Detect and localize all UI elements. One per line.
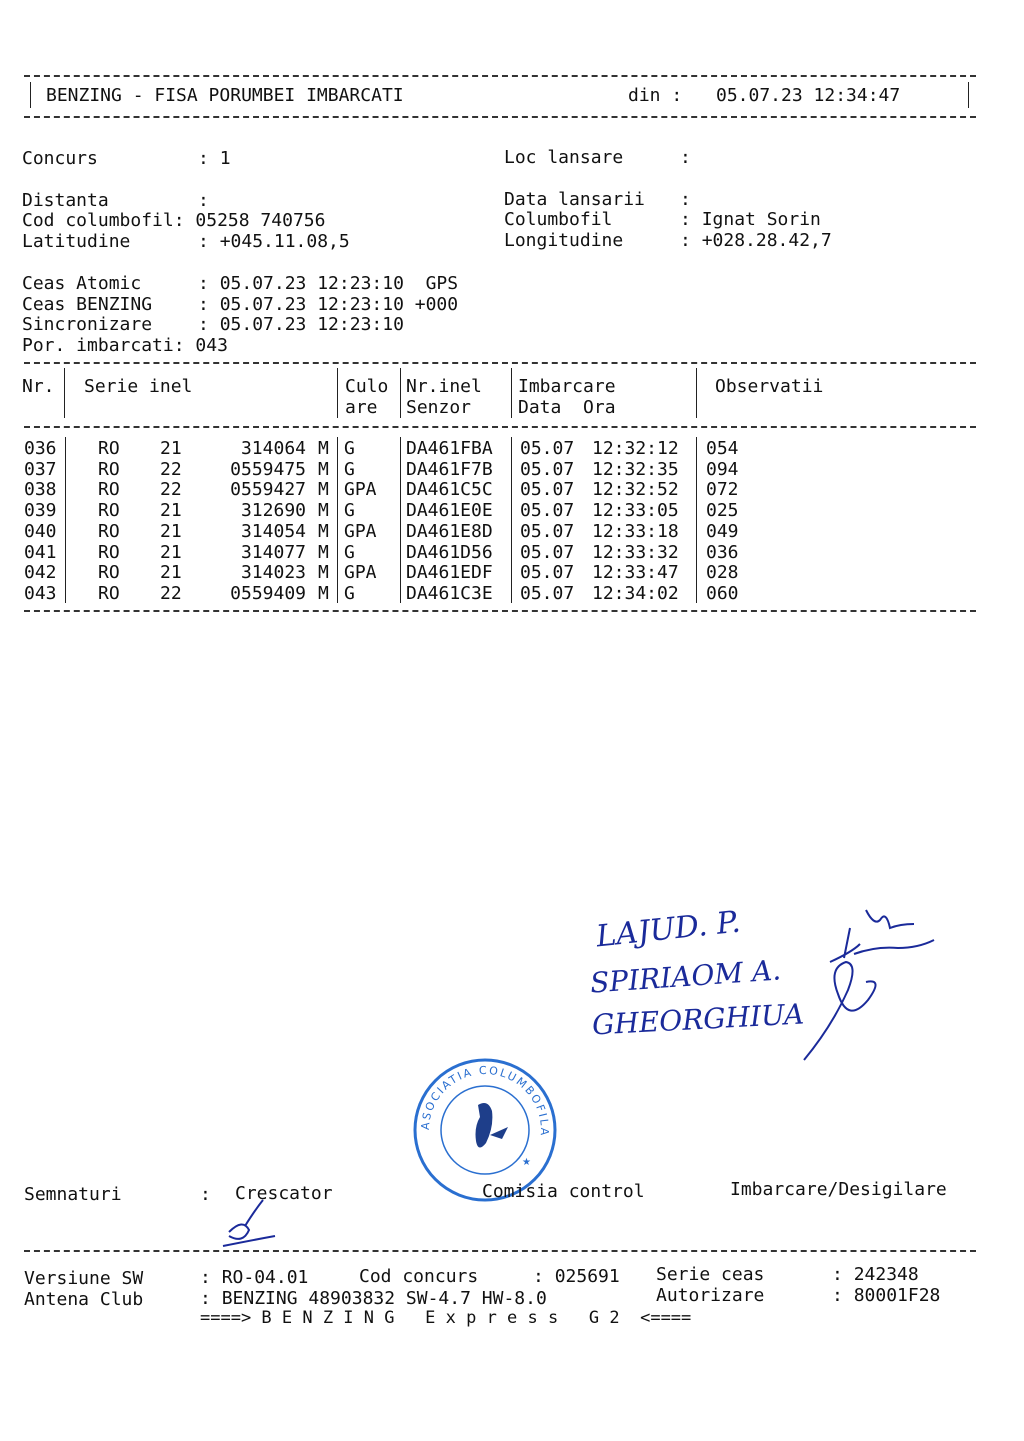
cell-nr: 041 [24, 541, 57, 563]
row-divider [511, 437, 512, 458]
cell-obs: 028 [706, 562, 739, 584]
cell-an: 22 [160, 458, 182, 480]
cell-tara: RO [98, 458, 120, 480]
autorizare-value: 80001F28 [853, 1285, 941, 1306]
header-observatii: Observatii [715, 376, 824, 397]
document-title: BENZING - FISA PORUMBEI IMBARCATI [46, 85, 404, 106]
row-divider [337, 499, 338, 520]
versiune-value: RO-04.01 [221, 1267, 309, 1288]
header-senzor: Senzor [406, 397, 472, 418]
cell-ora: 12:33:32 [592, 541, 679, 563]
cell-tara: RO [98, 541, 120, 563]
concurs-label: Concurs [22, 148, 98, 169]
stamp-ring-text: ASOCIATIA COLUMBOFILA [418, 1063, 552, 1138]
benzing-clock-value: 05.07.23 12:23:10 +000 [219, 294, 459, 315]
por-value: 043 [195, 335, 228, 356]
row-divider [511, 520, 512, 541]
cell-nr: 042 [24, 562, 57, 584]
cell-serie: 314054 [240, 520, 306, 542]
cell-tara: RO [98, 582, 120, 604]
cell-data: 05.07 [520, 500, 575, 522]
svg-text:★: ★ [522, 1157, 531, 1168]
cell-sex: M [318, 541, 329, 563]
row-divider [337, 561, 338, 582]
signature-imbarcare: Imbarcare/Desigilare [730, 1179, 947, 1200]
row-divider [65, 520, 66, 541]
cell-ora: 12:33:18 [592, 520, 679, 542]
row-divider [400, 561, 401, 582]
cell-senzor: DA461E8D [406, 520, 493, 542]
serie-ceas-value: 242348 [853, 1264, 919, 1285]
table-row [24, 542, 976, 563]
columbofil-value: Ignat Sorin [701, 209, 821, 230]
row-divider [337, 478, 338, 499]
row-divider [511, 541, 512, 562]
data-lansarii-label: Data lansarii [504, 189, 645, 210]
signature-crescator: Crescator [235, 1183, 333, 1204]
col-divider [511, 368, 512, 418]
row-divider [65, 582, 66, 603]
table-row [24, 479, 976, 500]
cell-serie: 0559409 [230, 582, 306, 604]
cell-tara: RO [98, 500, 120, 522]
cell-culoare: G [344, 458, 355, 480]
benzing-clock-label: Ceas BENZING [22, 294, 153, 315]
cell-ora: 12:33:47 [592, 562, 679, 584]
cell-nr: 038 [24, 479, 57, 501]
row-divider [337, 541, 338, 562]
header-left-bar [30, 82, 31, 108]
cell-tara: RO [98, 562, 120, 584]
cell-serie: 314077 [240, 541, 306, 563]
cell-senzor: DA461FBA [406, 438, 493, 459]
col-divider [64, 368, 65, 418]
cell-culoare: G [344, 582, 355, 604]
cell-serie: 312690 [240, 500, 306, 522]
row-divider [696, 458, 697, 479]
row-divider [337, 437, 338, 458]
row-divider [696, 478, 697, 499]
handwritten-name-3: GHEORGHIUA [591, 997, 805, 1042]
cell-tara: RO [98, 479, 120, 501]
cell-tara: RO [98, 520, 120, 542]
cell-an: 22 [160, 582, 182, 604]
header-data-ora: Data Ora [518, 397, 616, 418]
handwritten-name-2: SPIRIAOM A. [589, 953, 783, 1000]
cell-data: 05.07 [520, 582, 575, 604]
cell-sex: M [318, 520, 329, 542]
row-divider [65, 458, 66, 479]
cell-serie: 0559475 [230, 458, 306, 480]
cell-obs: 060 [706, 582, 739, 604]
cell-culoare: G [344, 438, 355, 459]
table-row [24, 521, 976, 542]
row-divider [65, 541, 66, 562]
header-nrinel: Nr.inel [406, 376, 482, 397]
table-row [24, 583, 976, 604]
row-divider [400, 478, 401, 499]
cell-data: 05.07 [520, 438, 575, 459]
row-divider [696, 561, 697, 582]
cell-serie: 314023 [240, 562, 306, 584]
concurs-value: 1 [219, 148, 231, 169]
cell-sex: M [318, 500, 329, 522]
distanta-label: Distanta [22, 190, 109, 211]
row-divider [696, 499, 697, 520]
row-divider [511, 478, 512, 499]
handwritten-signature-scribbles [800, 900, 950, 1070]
cell-nr: 039 [24, 500, 57, 522]
cell-tara: RO [98, 438, 120, 459]
row-divider [337, 582, 338, 603]
cell-sex: M [318, 582, 329, 604]
table-top-rule [24, 362, 976, 364]
cell-culoare: GPA [344, 520, 377, 542]
cell-culoare: GPA [344, 479, 377, 501]
cell-senzor: DA461F7B [406, 458, 493, 480]
cell-obs: 049 [706, 520, 739, 542]
cell-obs: 025 [706, 500, 739, 522]
row-divider [65, 478, 66, 499]
cell-an: 21 [160, 541, 182, 563]
crescator-handwritten-signature [215, 1196, 285, 1256]
cell-obs: 054 [706, 438, 739, 459]
cell-ora: 12:32:12 [592, 438, 679, 459]
cell-sex: M [318, 458, 329, 480]
cell-culoare: G [344, 541, 355, 563]
lat-value: +045.11.08,5 [219, 231, 350, 252]
row-divider [511, 561, 512, 582]
cell-data: 05.07 [520, 458, 575, 480]
row-divider [400, 541, 401, 562]
lat-label: Latitudine [22, 231, 131, 252]
columbofil-label: Columbofil [504, 209, 613, 230]
row-divider [400, 582, 401, 603]
serie-ceas-label: Serie ceas [656, 1264, 765, 1285]
cell-nr: 037 [24, 458, 57, 480]
versiune-label: Versiune SW [24, 1268, 144, 1289]
signatures-label: Semnaturi [24, 1184, 122, 1205]
row-divider [337, 458, 338, 479]
cell-senzor: DA461E0E [406, 500, 493, 522]
cell-ora: 12:33:05 [592, 500, 679, 522]
row-divider [696, 437, 697, 458]
cell-obs: 072 [706, 479, 739, 501]
autorizare-label: Autorizare [656, 1285, 765, 1306]
table-row [24, 459, 976, 480]
row-divider [511, 582, 512, 603]
cell-data: 05.07 [520, 479, 575, 501]
row-divider [337, 520, 338, 541]
cell-nr: 043 [24, 582, 57, 604]
cell-data: 05.07 [520, 562, 575, 584]
long-label: Longitudine [504, 230, 624, 251]
header-nr: Nr. [22, 376, 55, 397]
cell-an: 21 [160, 438, 182, 459]
cell-data: 05.07 [520, 520, 575, 542]
cell-senzor: DA461C5C [406, 479, 493, 501]
cell-obs: 094 [706, 458, 739, 480]
cell-ora: 12:32:52 [592, 479, 679, 501]
row-divider [511, 458, 512, 479]
cod-concurs-value: 025691 [554, 1266, 620, 1287]
long-value: +028.28.42,7 [701, 230, 832, 251]
handwritten-name-1: LAJUD. P. [594, 904, 743, 955]
cod-value: 05258 740756 [195, 210, 326, 231]
header-bottom-rule [24, 116, 976, 118]
col-divider [337, 368, 338, 418]
header-are: are [345, 397, 378, 418]
row-divider [696, 520, 697, 541]
cod-concurs-label: Cod concurs [359, 1266, 479, 1287]
cell-sex: M [318, 562, 329, 584]
row-divider [400, 499, 401, 520]
header-top-rule [24, 75, 976, 77]
cell-senzor: DA461D56 [406, 541, 493, 563]
table-row [24, 438, 976, 459]
header-imbarcare: Imbarcare [518, 376, 616, 397]
header-serie: Serie inel [84, 376, 193, 397]
antena-value: BENZING 48903832 SW-4.7 HW-8.0 [221, 1288, 547, 1309]
cell-ora: 12:32:35 [592, 458, 679, 480]
cell-senzor: DA461C3E [406, 582, 493, 604]
row-divider [696, 541, 697, 562]
cell-an: 21 [160, 520, 182, 542]
row-divider [65, 561, 66, 582]
row-divider [400, 520, 401, 541]
cell-data: 05.07 [520, 541, 575, 563]
table-row [24, 562, 976, 583]
table-header-rule [24, 426, 976, 428]
cell-culoare: GPA [344, 562, 377, 584]
por-label: Por. imbarcati [22, 335, 174, 356]
row-divider [696, 582, 697, 603]
cell-serie: 314064 [240, 438, 306, 459]
table-bottom-rule [24, 610, 976, 612]
row-divider [511, 499, 512, 520]
header-culo: Culo [345, 376, 389, 397]
row-divider [65, 499, 66, 520]
row-divider [400, 458, 401, 479]
cell-culoare: G [344, 500, 355, 522]
din-label: din : [628, 85, 683, 106]
sync-label: Sincronizare [22, 314, 153, 335]
header-right-bar [968, 82, 969, 108]
signature-comisia: Comisia control [482, 1181, 645, 1202]
col-divider [400, 368, 401, 418]
cell-nr: 036 [24, 438, 57, 459]
cell-sex: M [318, 438, 329, 459]
cell-nr: 040 [24, 520, 57, 542]
row-divider [400, 437, 401, 458]
atomic-label: Ceas Atomic [22, 273, 142, 294]
cell-an: 21 [160, 562, 182, 584]
sync-value: 05.07.23 12:23:10 [219, 314, 404, 335]
cod-label: Cod columbofil [22, 210, 174, 231]
footer-rule [24, 1250, 976, 1252]
cell-ora: 12:34:02 [592, 582, 679, 604]
table-row [24, 500, 976, 521]
cell-sex: M [318, 479, 329, 501]
col-divider [696, 368, 697, 418]
loc-label: Loc lansare [504, 147, 624, 168]
cell-senzor: DA461EDF [406, 562, 493, 584]
atomic-value: 05.07.23 12:23:10 GPS [219, 273, 459, 294]
cell-an: 22 [160, 479, 182, 501]
cell-an: 21 [160, 500, 182, 522]
benzing-banner: ====> B E N Z I N G E x p r e s s G 2 <==== [200, 1308, 692, 1328]
din-value: 05.07.23 12:34:47 [716, 85, 901, 106]
row-divider [65, 437, 66, 458]
cell-serie: 0559427 [230, 479, 306, 501]
antena-label: Antena Club [24, 1289, 144, 1310]
cell-obs: 036 [706, 541, 739, 563]
